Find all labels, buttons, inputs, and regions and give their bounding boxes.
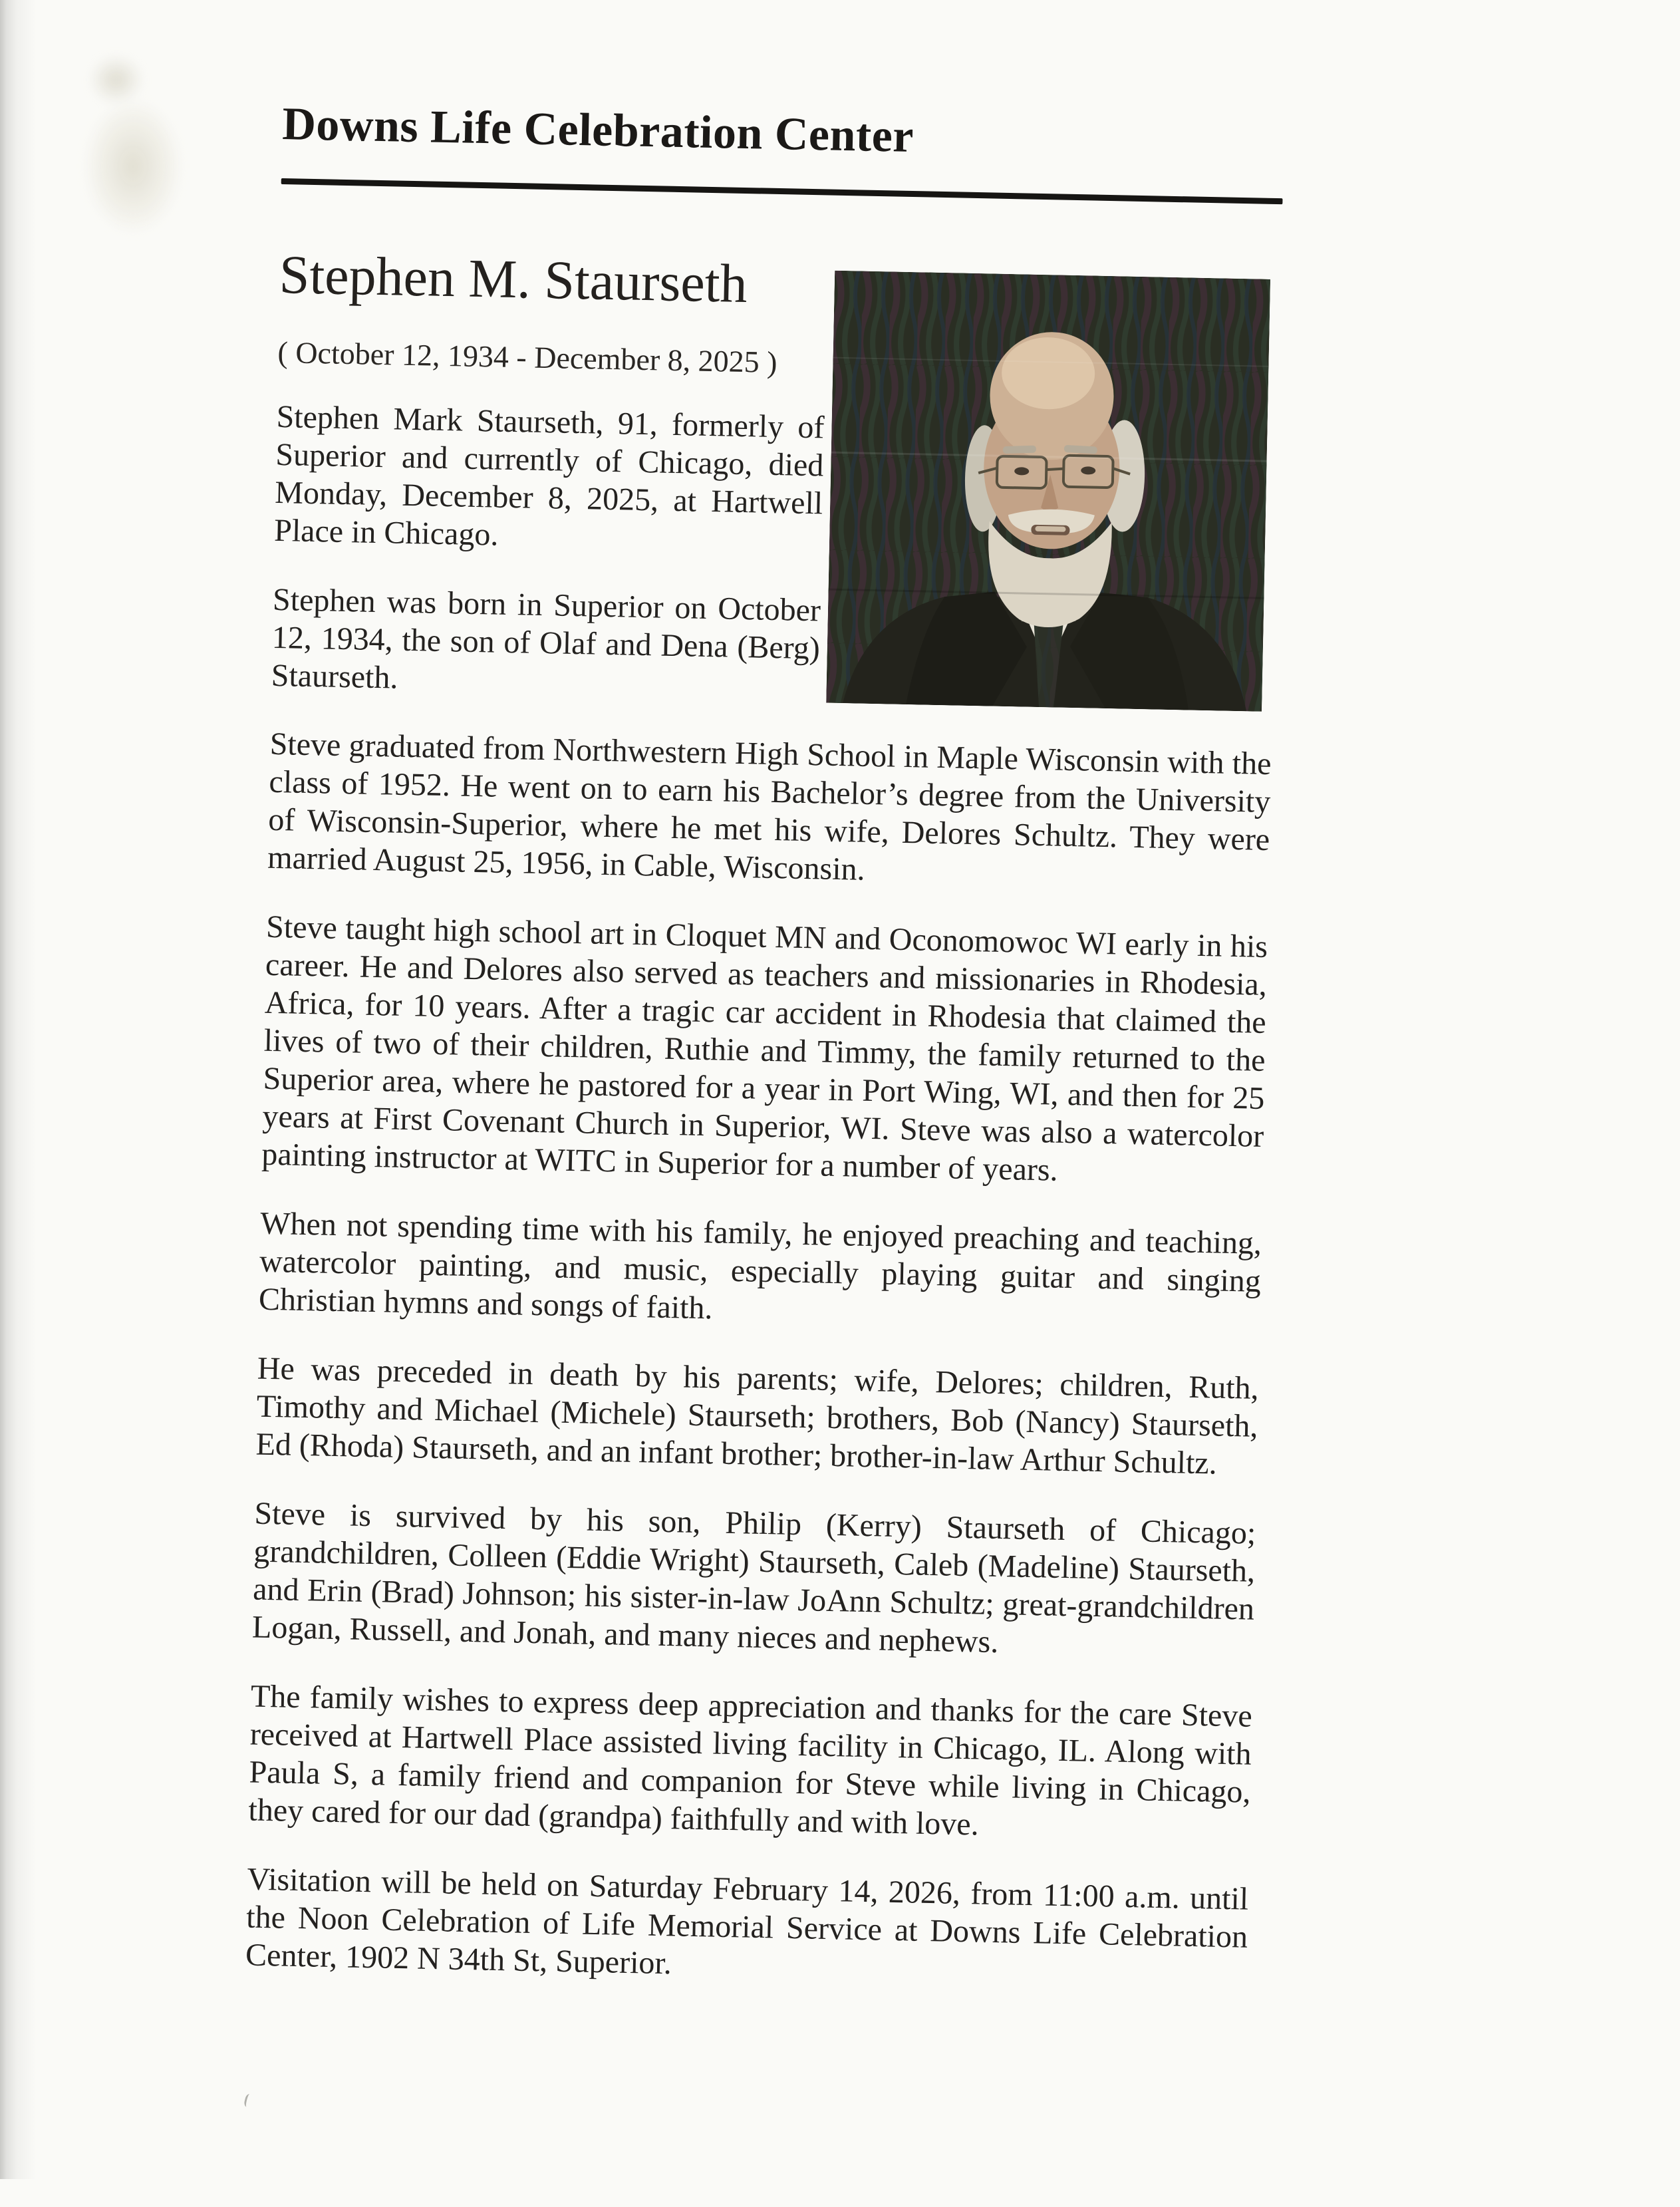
funeral-home-title: Downs Life Celebration Center: [281, 98, 914, 163]
obituary-paragraph: Stephen was born in Superior on October 12, 1934, the son of Olaf and Dena (Berg) Staurseth.: [271, 581, 821, 696]
obituary-paragraph: Steve taught high school art in Cloquet MN and Oconomowoc WI early in his career. He and Delores also served as teachers and missionaries in Rhodesia, Africa, for 10 years. After a tragic car accident in Rhodesia that claimed the lives of two of their children, Ruthie and Timmy, the family returned to the Superior area, where he pastored for a year in Port Wing, WI, and then for 25 years at First Covenant Church in Superior, WI. Steve was also a watercolor painting instructor at WITC in Superior for a number of years.: [261, 909, 1268, 1188]
obituary-paragraph: He was preceded in death by his parents; wife, Delores; children, Ruth, Timothy and Michael (Michele) Staurseth; brothers, Bob (Nancy) Staurseth, Ed (Rhoda) Staurseth, and an infant brother; brother-in-law Arthur Schultz.: [255, 1350, 1260, 1481]
intro-column: [271, 398, 825, 705]
life-dates: ( October 12, 1934 - December 8, 2025 ): [277, 335, 778, 379]
obituary-paragraph: The family wishes to express deep appreciation and thanks for the care Steve received at Hartwell Place assisted living facility in Chicago, IL. Along with Paula S, a family friend and companion for Steve while living in Chicago, they cared for our dad (grandpa) faithfully and with love.: [248, 1678, 1253, 1842]
header-divider-line: [281, 178, 1283, 204]
portrait-photo: [826, 271, 1270, 712]
deceased-name: Stephen M. Staurseth: [279, 243, 748, 315]
obituary-paragraph: Steve is survived by his son, Philip (Kerry) Staurseth of Chicago; grandchildren, Colleen (Eddie Wright) Staurseth, Caleb (Madeline) Staurseth, and Erin (Brad) Johnson; his sister-in-law JoAnn Schultz; great-grandchildren Logan, Russell, and Jonah, and many nieces and nephews.: [251, 1495, 1256, 1660]
obituary-paragraph: Steve graduated from Northwestern High School in Maple Wisconsin with the class of 1952. He went on to earn his Bachelor’s degree from the University of Wisconsin-Superior, where he met his wife, Delores Schultz. They were married August 25, 1956, in Cable, Wisconsin.: [267, 726, 1272, 887]
obituary-paragraph: Visitation will be held on Saturday February 14, 2026, from 11:00 a.m. until the Noon Celebration of Life Memorial Service at Downs Life Celebration Center, 1902 N 34th St, Superior.: [245, 1861, 1249, 1982]
obituary-paragraph: When not spending time with his family, he enjoyed preaching and teaching, watercolor painting, and music, especially playing guitar and singing Christian hymns and songs of faith.: [258, 1205, 1262, 1326]
obituary-body-column: [245, 725, 1272, 1994]
portrait-illustration: [826, 271, 1270, 712]
obituary-paragraph: Stephen Mark Staurseth, 91, formerly of Superior and currently of Chicago, died Monday, December 8, 2025, at Hartwell Place in Chicago.: [273, 398, 825, 553]
